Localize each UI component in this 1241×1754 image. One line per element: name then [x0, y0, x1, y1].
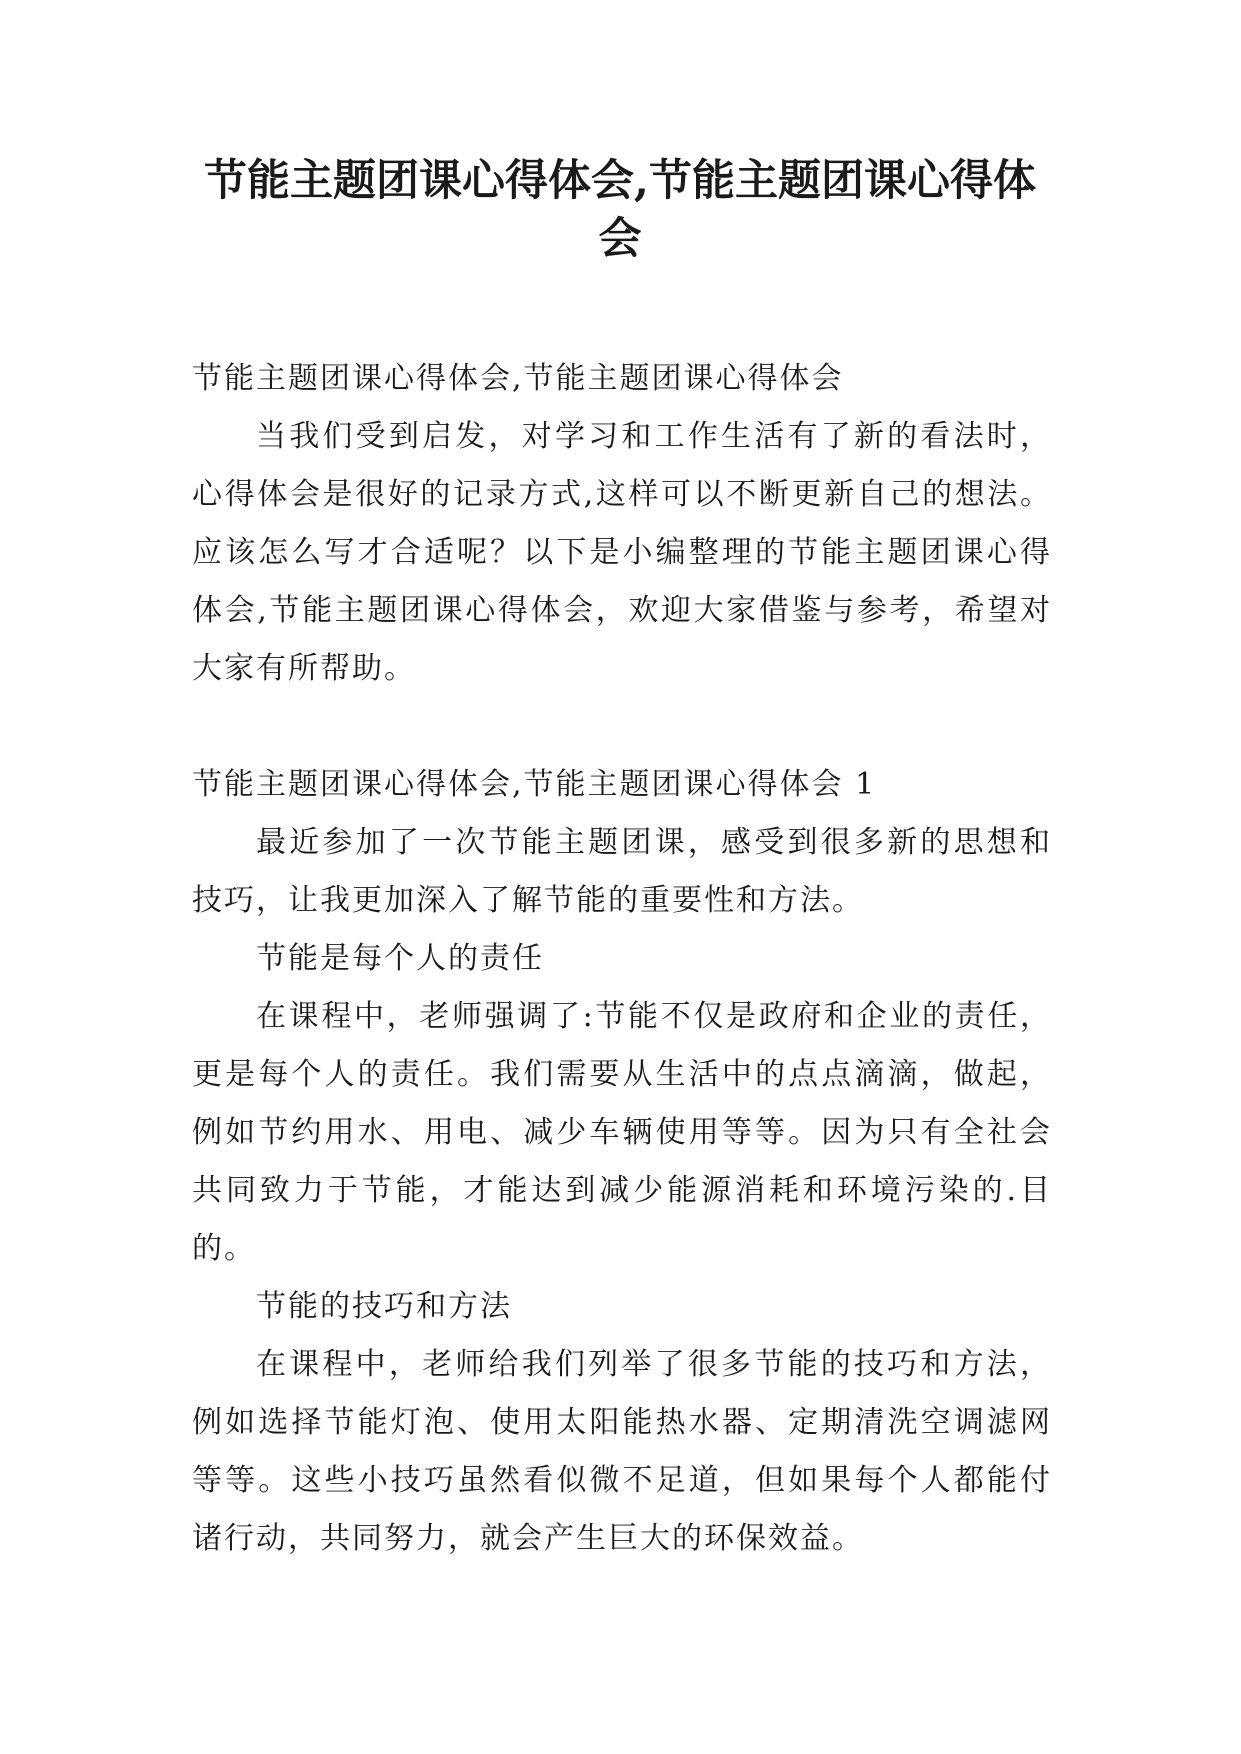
document-title: 节能主题团课心得体会,节能主题团课心得体会 — [204, 156, 1036, 264]
intro-paragraph: 当我们受到启发，对学习和工作生活有了新的看法时，心得体会是很好的记录方式,这样可以不断更新自己的想法。应该怎么写才合适呢？以下是小编整理的节能主题团课心得体会,节能主题团课心得体会，欢迎大家借鉴与参考，希望对大家有所帮助。 — [192, 419, 1052, 686]
section-paragraph-3: 在课程中，老师给我们列举了很多节能的技巧和方法，例如选择节能灯泡、使用太阳能热水器、定期清洗空调滤网等等。这些小技巧虽然看似微不足道，但如果每个人都能付诸行动，共同努力，就会产生巨大的环保效益。 — [192, 1347, 1052, 1556]
paragraph-spacer — [192, 698, 1052, 756]
section-paragraph-2: 在课程中，老师强调了:节能不仅是政府和企业的责任，更是每个人的责任。我们需要从生活中的点点滴滴，做起，例如节约用水、用电、减少车辆使用等等。因为只有全社会共同致力于节能，才能达到减少能源消耗和环境污染的.目的。 — [192, 999, 1052, 1266]
sub-heading-methods: 节能的技巧和方法 — [256, 1289, 512, 1324]
document-body — [192, 350, 1052, 1568]
intro-heading: 节能主题团课心得体会,节能主题团课心得体会 — [192, 361, 844, 396]
sub-heading-responsibility: 节能是每个人的责任 — [256, 941, 544, 976]
section-heading: 节能主题团课心得体会,节能主题团课心得体会 1 — [192, 767, 877, 802]
section-paragraph-1: 最近参加了一次节能主题团课，感受到很多新的思想和技巧，让我更加深入了解节能的重要性和方法。 — [192, 825, 1052, 918]
